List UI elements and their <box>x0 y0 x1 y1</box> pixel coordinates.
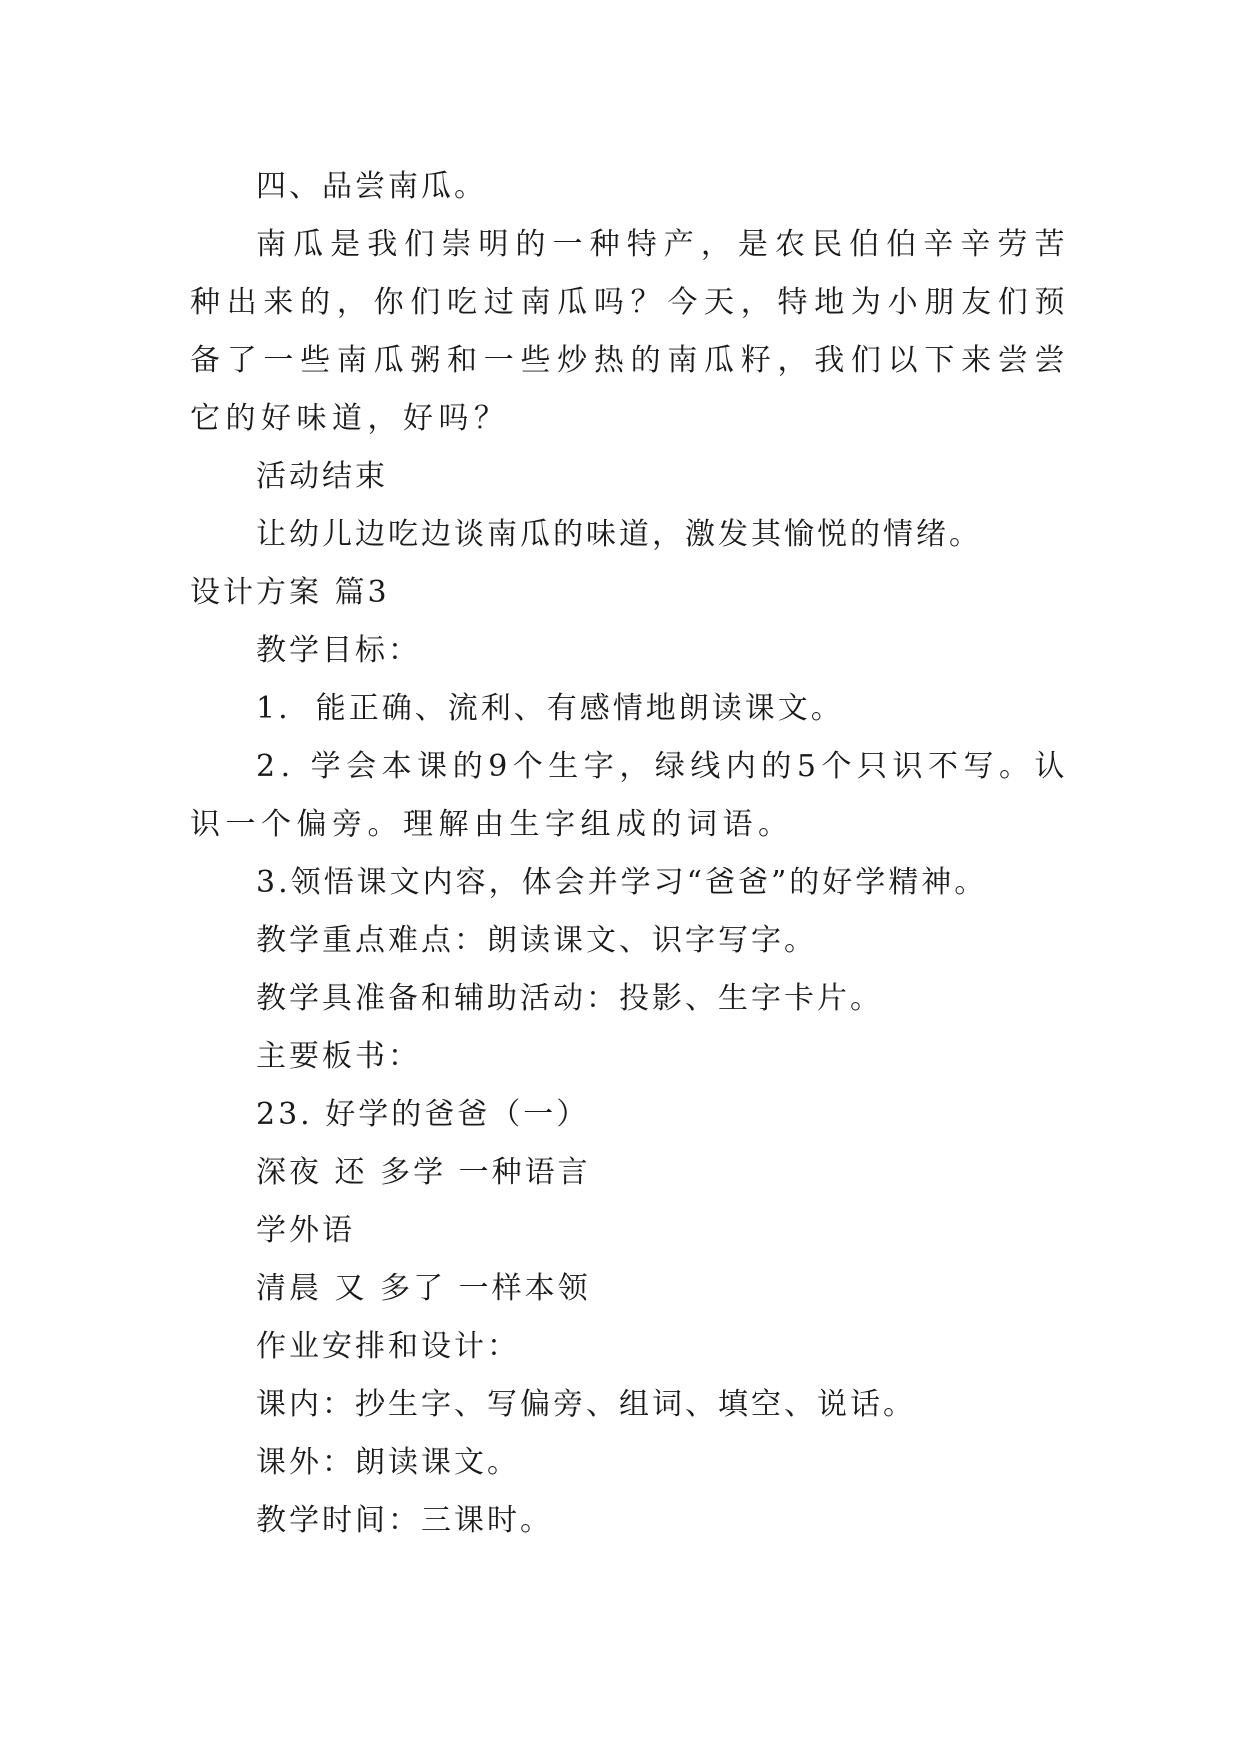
goal-item-2 <box>190 738 1070 854</box>
section-heading-taste-pumpkin: 四、品尝南瓜。 <box>256 169 487 204</box>
homework-after-class: 课外：朗读课文。 <box>256 1445 520 1480</box>
homework-in-class: 课内：抄生字、写偏旁、组词、填空、说话。 <box>256 1387 916 1422</box>
document-body <box>190 158 1070 1550</box>
blackboard-heading: 主要板书： <box>256 1039 421 1074</box>
teaching-aids: 教学具准备和辅助活动：投影、生字卡片。 <box>256 981 883 1016</box>
key-difficulties: 教学重点难点：朗读课文、识字写字。 <box>256 923 817 958</box>
design-plan-title: 设计方案 篇3 <box>190 575 390 610</box>
teaching-time: 教学时间：三课时。 <box>256 1503 553 1538</box>
blackboard-row-2: 学外语 <box>256 1213 355 1248</box>
blackboard-title: 23. 好学的爸爸（一） <box>256 1097 590 1132</box>
activity-end-text: 让幼儿边吃边谈南瓜的味道，激发其愉悦的情绪。 <box>256 517 982 552</box>
teaching-goals-heading: 教学目标： <box>256 633 421 668</box>
paragraph-text: 南瓜是我们崇明的一种特产，是农民伯伯辛辛劳苦种出来的，你们吃过南瓜吗？今天，特地为小朋友们预备了一些南瓜粥和一些炒热的南瓜籽，我们以下来尝尝它的好味道，好吗？ <box>190 227 1070 436</box>
activity-end-heading: 活动结束 <box>256 459 388 494</box>
blackboard-row-3: 清晨 又 多了 一样本领 <box>256 1271 591 1306</box>
goal-item-1: 1. 能正确、流利、有感情地朗读课文。 <box>256 691 844 726</box>
paragraph-pumpkin-intro <box>190 216 1070 448</box>
blackboard-row-1: 深夜 还 多学 一种语言 <box>256 1155 591 1190</box>
homework-heading: 作业安排和设计： <box>256 1329 520 1364</box>
goal-item-2-text: 2. 学会本课的9个生字，绿线内的5个只识不写。认识一个偏旁。理解由生字组成的词语。 <box>190 749 1070 842</box>
goal-item-3: 3.领悟课文内容，体会并学习“爸爸”的好学精神。 <box>256 865 988 900</box>
